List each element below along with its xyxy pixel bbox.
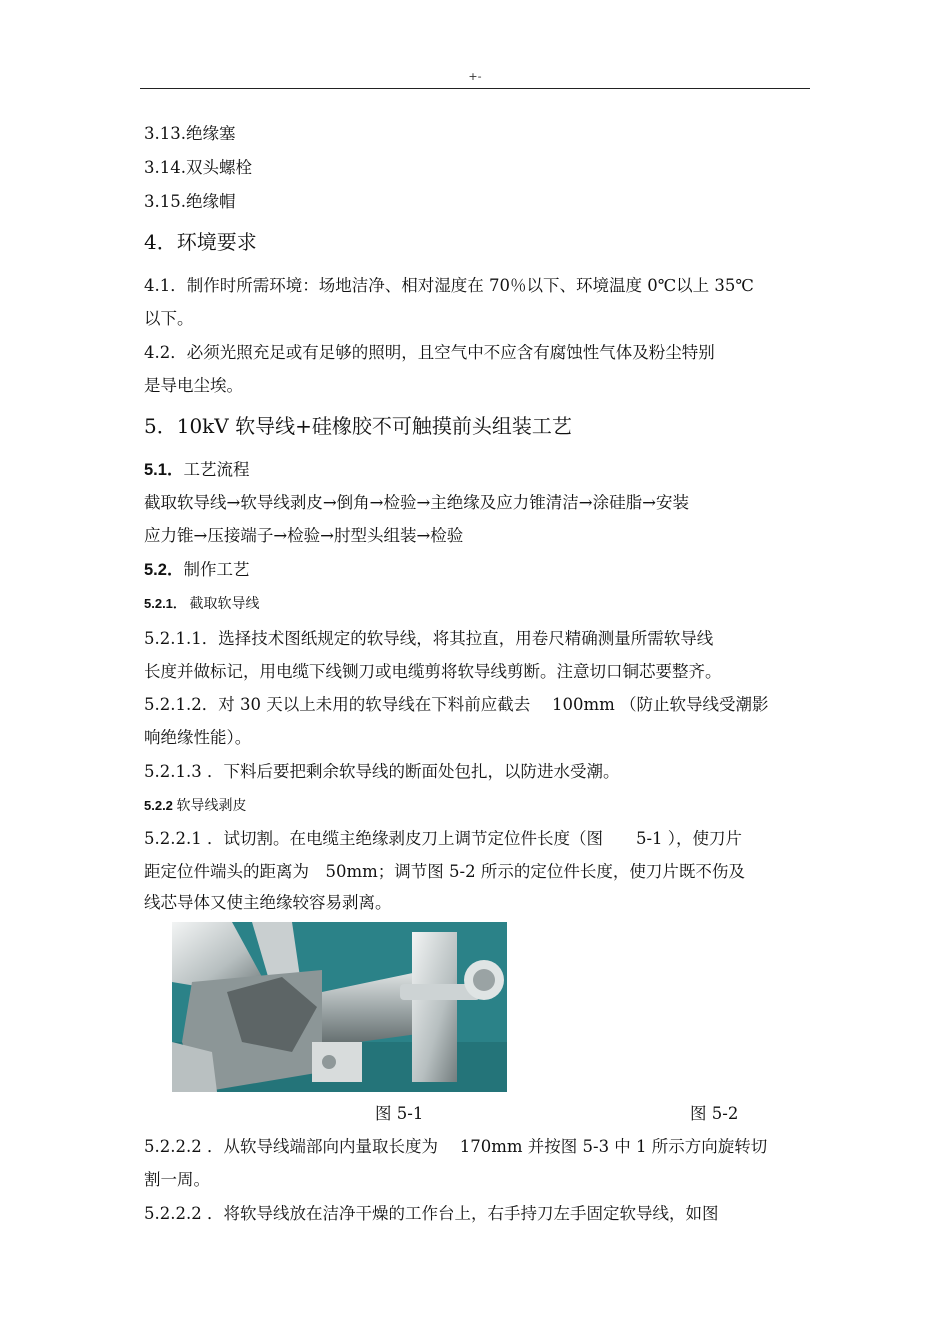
- paragraph-5-2-2-2a-line2: 割一周。: [144, 1170, 210, 1189]
- figure-caption-5-1: 图 5-1: [375, 1104, 424, 1123]
- subsection-number: 5.2.2: [144, 798, 173, 813]
- list-item-3-15: 3.15.绝缘帽: [144, 192, 236, 211]
- subsection-number: 5.1: [144, 461, 167, 479]
- paragraph-4-2-line1: 4.2．必须光照充足或有足够的照明，且空气中不应含有腐蚀性气体及粉尘特别: [144, 343, 715, 362]
- paragraph-5-2-1-1-line2: 长度并做标记，用电缆下线铡刀或电缆剪将软导线剪断。注意切口铜芯要整齐。: [144, 662, 722, 681]
- subsection-number: 5.2: [144, 561, 167, 579]
- paragraph-4-2-line2: 是导电尘埃。: [144, 376, 243, 395]
- subsection-title: 制作工艺: [183, 560, 250, 579]
- subsection-heading-5-2: 5.2．制作工艺: [144, 560, 250, 579]
- paragraph-4-1-line1: 4.1．制作时所需环境：场地洁净、相对湿度在 70％以下、环境温度 0℃以上 35℃: [144, 276, 754, 295]
- header-mark: +-: [468, 70, 482, 83]
- subsection-title: 截取软导线: [189, 596, 260, 612]
- paragraph-5-2-2-1-line1: 5.2.2.1 ．试切割。在电缆主绝缘剥皮刀上调节定位件长度（图 5-1 ），使刀片: [144, 829, 743, 848]
- stripping-tool-photo: [172, 922, 507, 1092]
- paragraph-5-2-2-2b-line1: 5.2.2.2 ．将软导线放在洁净干燥的工作台上，右手持刀左手固定软导线，如图: [144, 1204, 719, 1223]
- section-heading-4: 4．环境要求: [144, 230, 257, 254]
- paragraph-5-2-2-1-line2: 距定位件端头的距离为 50mm；调节图 5-2 所示的定位件长度，使刀片既不伤及: [144, 862, 745, 881]
- paragraph-5-2-2-1-line3: 线芯导体又使主绝缘较容易剥离。: [144, 893, 392, 912]
- figure-caption-5-2: 图 5-2: [690, 1104, 739, 1123]
- paragraph-5-2-1-2-line2: 响绝缘性能）。: [144, 728, 252, 747]
- paragraph-5-2-1-1-line1: 5.2.1.1．选择技术图纸规定的软导线，将其拉直，用卷尺精确测量所需软导线: [144, 629, 714, 648]
- subsection-heading-5-2-1: 5.2.1． 截取软导线: [144, 596, 260, 612]
- page-header: [140, 66, 810, 89]
- paragraph-5-2-2-2a-line1: 5.2.2.2 ．从软导线端部向内量取长度为 170mm 并按图 5-3 中 1 所示方向旋转切: [144, 1137, 768, 1156]
- list-item-3-14: 3.14.双头螺栓: [144, 158, 252, 177]
- subsection-heading-5-2-2: [144, 795, 809, 815]
- paragraph-4-1-line2: 以下。: [144, 309, 194, 328]
- subsection-heading-5-1: 5.1．工艺流程: [144, 460, 250, 479]
- figure-photo: [172, 922, 507, 1092]
- subsection-title: 软导线剥皮: [176, 798, 247, 814]
- subsection-number: 5.2.1: [144, 596, 173, 611]
- list-item-3-13: 3.13.绝缘塞: [144, 124, 236, 143]
- subsection-title: 工艺流程: [183, 460, 250, 479]
- paragraph-5-2-1-3: 5.2.1.3 ．下料后要把剩余软导线的断面处包扎，以防进水受潮。: [144, 762, 620, 781]
- process-flow-line1: 截取软导线→软导线剥皮→倒角→检验→主绝缘及应力锥清洁→涂硅脂→安装: [144, 493, 689, 512]
- section-heading-5: 5．10kV 软导线+硅橡胶不可触摸前头组装工艺: [144, 414, 572, 438]
- process-flow-line2: 应力锥→压接端子→检验→肘型头组装→检验: [144, 526, 464, 545]
- paragraph-5-2-1-2-line1: 5.2.1.2．对 30 天以上未用的软导线在下料前应截去 100mm （防止软导线受潮影: [144, 695, 769, 714]
